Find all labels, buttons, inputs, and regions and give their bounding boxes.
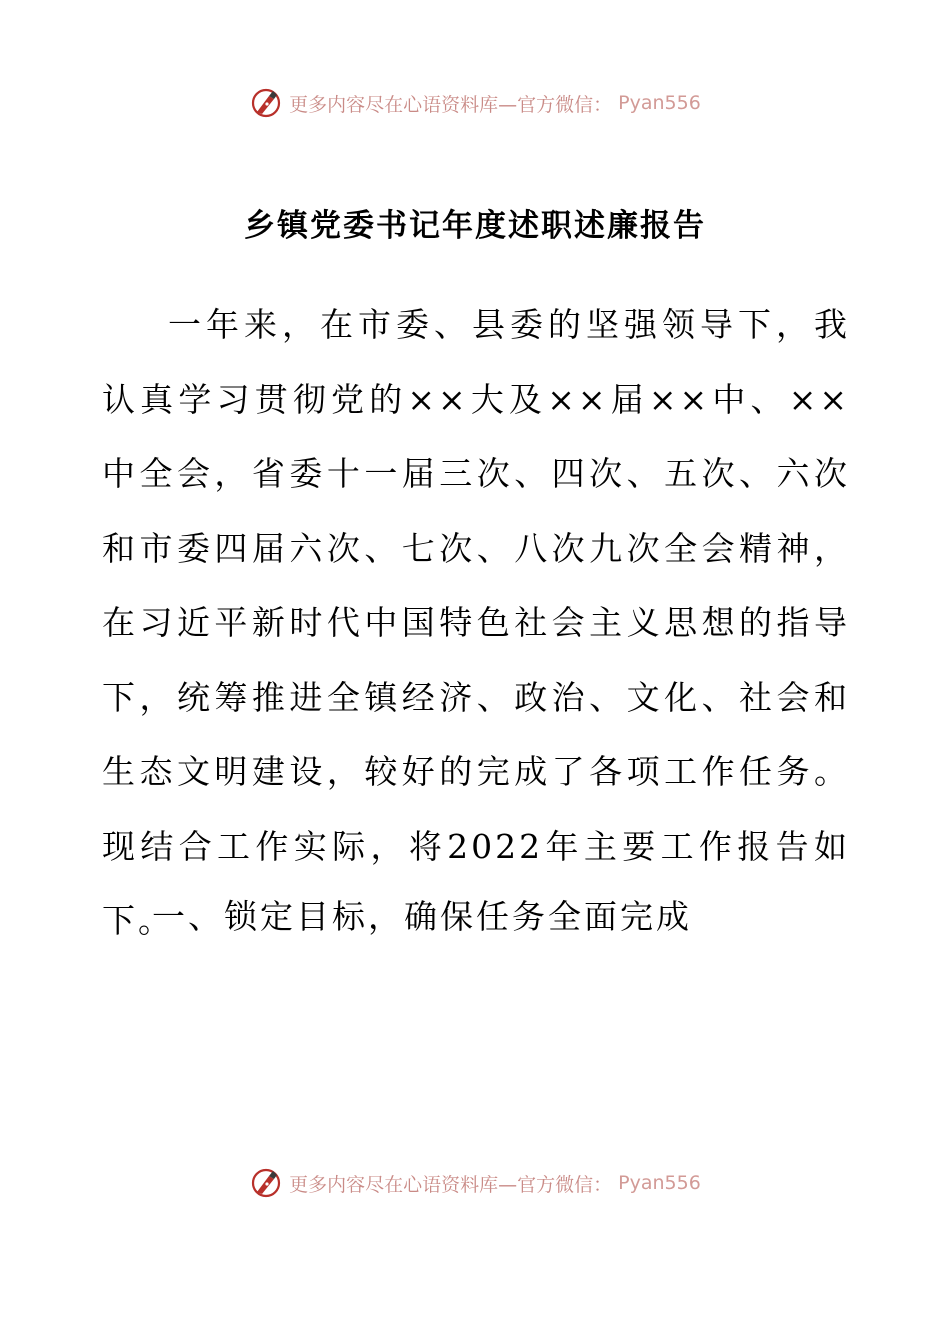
watermark-wechat-id: Pyan556 xyxy=(618,92,701,114)
header-watermark xyxy=(0,86,950,120)
watermark-text: 更多内容尽在心语资料库—官方微信： xyxy=(289,1173,613,1196)
footer-watermark xyxy=(0,1166,950,1200)
section-heading: 一、锁定目标，确保任务全面完成 xyxy=(152,897,692,936)
document-body xyxy=(102,288,850,959)
paragraph: 一年来，在市委、县委的坚强领导下，我认真学习贯彻党的××大及××届××中、××中全会，省委十一届三次、四次、五次、六次和市委四届六次、七次、八次九次全会精神，在习近平新时代中国特色社会主义思想的指导下，统筹推进全镇经济、政治、文化、社会和生态文明建设，较好的完成了各项工作任务。现结合工作实际，将2022年主要工作报告如下。 xyxy=(102,305,850,940)
pen-nib-logo-icon xyxy=(249,86,283,120)
pen-nib-logo-icon xyxy=(249,1166,283,1200)
watermark-text: 更多内容尽在心语资料库—官方微信： xyxy=(289,93,613,116)
watermark-wechat-id: Pyan556 xyxy=(618,1172,701,1194)
document-title: 乡镇党委书记年度述职述廉报告 xyxy=(244,208,706,244)
